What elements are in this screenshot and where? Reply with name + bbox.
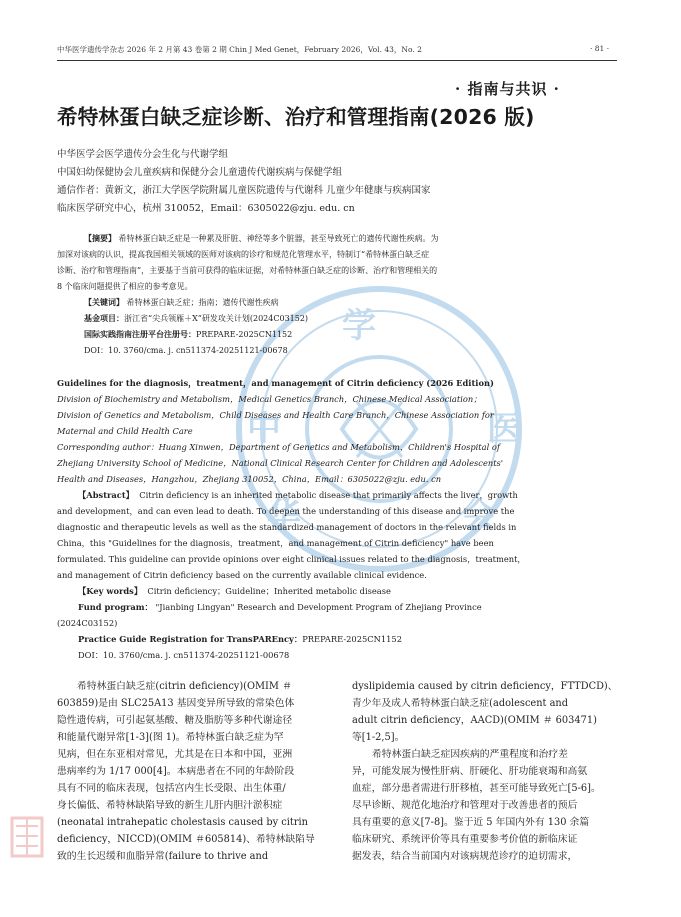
body-left-line-3: 隐性遗传病，可引起氨基酸、糖及脂肪等多种代谢途径 [57,715,293,726]
body-right-line-3: adult citrin deficiency，AACD)(OMIM ＃ 603471) [352,715,597,726]
corner-watermark [8,812,48,862]
english-affiliation-3: Maternal and Child Health Care [57,426,193,436]
fund-cn-label: 基金项目： [84,313,124,323]
body-left-line-9: (neonatal intrahepatic cholestasis caused by citrin [57,817,308,828]
english-title: Guidelines for the diagnosis，treatment，and management of Citrin deficiency (2026 Edition) [57,378,494,388]
article-title: 希特林蛋白缺乏症诊断、治疗和管理指南(2026 版) [57,105,535,129]
body-column-left [57,678,329,865]
body-right-line-7: 血症，部分患者需进行肝移植，甚至可能导致死亡[5-6]。 [352,783,601,794]
body-right-line-1: dyslipidemia caused by citrin deficiency，FTTDCD)、 [352,681,618,692]
english-abstract-line-4: China，this "Guidelines for the diagnosis，treatment，and management of Citrin deficiency" have been [57,538,494,548]
running-header: 中华医学遗传学杂志 2026 年 2 月第 43 卷第 2 期 Chin J Med Genet，February 2026，Vol. 43，No. 2 [57,45,422,54]
english-abstract-line-1: 【Abstract】 Citrin deficiency is an inherited metabolic disease that primarily affects the liver，growth [78,490,518,500]
english-corresponding-2: Zhejiang University School of Medicine，National Clinical Research Center for Children and Adolescents' [57,458,504,468]
body-column-right [352,678,624,865]
body-left-line-8: 身长偏低、希特林缺陷导致的新生儿肝内胆汁淤积症 [57,800,283,811]
body-left-line-1: 希特林蛋白缺乏症(citrin deficiency)(OMIM ＃ [77,681,292,692]
english-doi: DOI：10. 3760/cma. j. cn511374-20251121-00678 [78,650,290,660]
body-left-line-10: deficiency，NICCD)(OMIM ＃605814)、希特林缺陷导 [57,834,315,845]
body-right-line-5: 希特林蛋白缺乏症因疾病的严重程度和治疗差 [372,749,568,760]
svg-text:华: 华 [267,496,301,536]
english-abstract-label: 【Abstract】 [78,490,134,500]
english-keywords-label: 【Key words】 [78,586,143,596]
corresponding-author-cn-2: 临床医学研究中心，杭州 310052，Email：6305022@zju. edu. cn [57,203,355,214]
abstract-cn-line-3: 诊断、治疗和管理指南”，主要基于当前可获得的临床证据，对希特林蛋白缺乏症的诊断、治疗和管理相关的 [57,266,438,275]
english-keywords: 【Key words】 Citrin deficiency；Guideline；Inherited metabolic disease [78,586,391,596]
header-rule [57,60,617,61]
fund-cn: 基金项目：浙江省“尖兵领雁＋X”研发攻关计划(2024C03152) [84,313,309,323]
svg-text:中: 中 [247,409,281,449]
author-line-1: 中华医学会医学遗传分会生化与代谢学组 [57,149,229,160]
body-left-line-5: 见病，但在东亚相对常见，尤其是在日本和中国，亚洲 [57,749,293,760]
abstract-cn-line-4: 8 个临床问题提供了相应的参考意见。 [57,282,193,291]
english-fund: Fund program： "Jianbing Lingyan" Research and Development Program of Zhejiang Province [78,602,482,612]
svg-text:医: 医 [487,409,521,449]
english-abstract-line-6: and management of Citrin deficiency based on the currently available clinical evidence. [57,570,427,580]
svg-text:会: 会 [462,496,496,536]
body-left-line-6: 患病率约为 1/17 000[4]。本病患者在不同的年龄阶段 [57,766,295,777]
registration-cn-label: 国际实践指南注册平台注册号： [84,329,196,339]
body-left-line-7: 具有不同的临床表现，包括宫内生长受限、出生体重/ [57,783,286,794]
english-fund-line-2: (2024C03152) [57,618,118,628]
english-corresponding-3: Health and Diseases，Hangzhou，Zhejiang 310052，China，Email：6305022@zju. edu. cn [57,474,442,484]
english-fund-label: Fund program： [78,602,153,612]
english-abstract-line-3: diagnostic and therapeutic levels as well as the standardized management of doctors in the relevant fields in [57,522,517,532]
corresponding-author-cn-1: 通信作者：黄新文，浙江大学医学院附属儿童医院遗传与代谢科 儿童少年健康与疾病国家 [57,185,431,196]
english-abstract-line-5: formulated. This guideline can provide opinions over eight clinical issues related to the diagnosis，treatment， [57,554,526,564]
abstract-cn-label: 【摘要】 [84,233,116,243]
body-left-line-4: 和能量代谢异常[1-3](图 1)。希特林蛋白缺乏症为罕 [57,732,284,743]
body-right-line-9: 具有重要的意义[7-8]。鉴于近 5 年国内外有 130 余篇 [352,817,590,828]
english-abstract-line-2: and development，and can even lead to death. To deepen the understanding of this disease and improve the [57,506,515,516]
english-registration: Practice Guide Registration for TransPAREncy：PREPARE-2025CN1152 [78,634,402,644]
body-right-line-4: 等[1-2,5]。 [352,732,405,743]
english-affiliation-1: Division of Biochemistry and Metabolism，Medical Genetics Branch，Chinese Medical Association； [57,394,482,404]
body-right-line-8: 尽早诊断、规范化地治疗和管理对于改善患者的预后 [352,800,578,811]
keywords-cn: 【关键词】 希特林蛋白缺乏症；指南；遗传代谢性疾病 [84,297,279,307]
body-right-line-11: 据发表，结合当前国内对该病规范诊疗的迫切需求， [352,851,578,862]
body-right-line-6: 异，可能发展为慢性肝病、肝硬化、肝功能衰竭和高氨 [352,766,588,777]
body-right-line-2: 青少年及成人希特林蛋白缺乏症(adolescent and [352,698,569,709]
body-left-line-11: 致的生长迟缓和血脂异常(failure to thrive and [57,851,269,862]
section-tag: · 指南与共识 · [455,80,560,98]
body-left-line-2: 603859)是由 SLC25A13 基因变异所导致的常染色体 [57,698,295,709]
doi-cn: DOI：10. 3760/cma. j. cn511374-20251121-00678 [84,346,288,355]
abstract-cn-line-1: 【摘要】 希特林蛋白缺乏症是一种累及肝脏、神经等多个脏器，甚至导致死亡的遗传代谢性疾病。为 [84,233,439,243]
svg-text:学: 学 [342,306,376,346]
registration-cn: 国际实践指南注册平台注册号：PREPARE-2025CN1152 [84,329,293,339]
english-registration-label: Practice Guide Registration for TransPAREncy： [78,634,303,644]
abstract-cn-line-2: 加深对该病的认识，提高我国相关领域的医师对该病的诊疗和规范化管理水平，特制订“希特林蛋白缺乏症 [57,250,430,259]
keywords-cn-label: 【关键词】 [84,297,124,307]
page-number: · 81 · [590,44,610,53]
english-corresponding-1: Corresponding author：Huang Xinwen，Department of Genetics and Metabolism，Children's Hospital of [57,442,500,452]
english-affiliation-2: Division of Genetics and Metabolism，Child Diseases and Health Care Branch，Chinese Association for [57,410,494,420]
body-right-line-10: 临床研究、系统评价等具有重要参考价值的新临床证 [352,834,578,845]
author-line-2: 中国妇幼保健协会儿童疾病和保健分会儿童遗传代谢疾病与保健学组 [57,167,343,178]
